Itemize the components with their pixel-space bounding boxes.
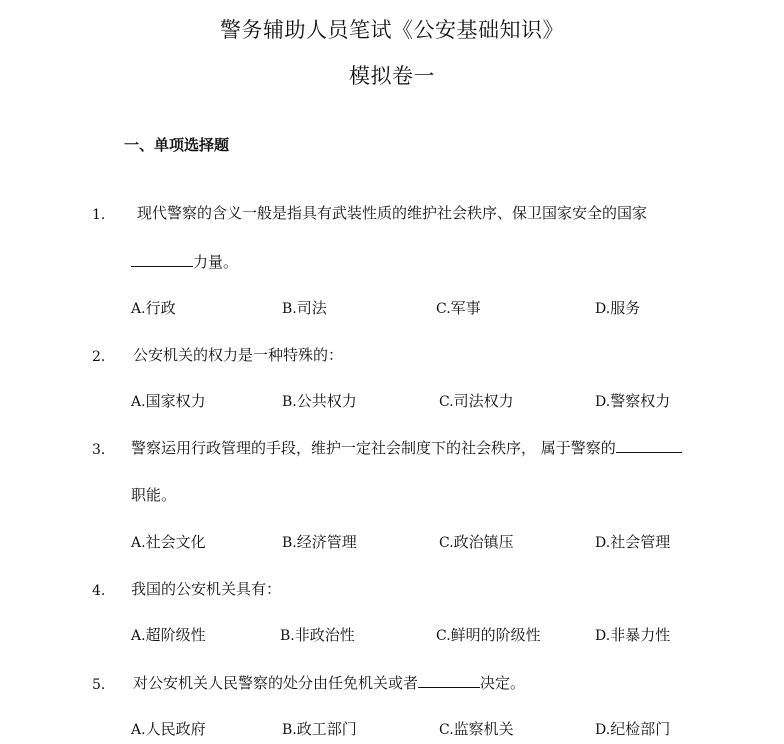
section-title: 一、单项选择题 xyxy=(124,136,230,154)
option-a: A.人民政府 xyxy=(131,720,206,738)
option-b: B.非政治性 xyxy=(280,626,355,644)
question-text-end: 力量。 xyxy=(193,253,239,271)
question-text: 警察运用行政管理的手段，维护一定社会制度下的社会秩序， 属于警察的 xyxy=(131,437,682,458)
option-c: C.鲜明的阶级性 xyxy=(436,626,541,644)
question-number: 2． xyxy=(92,349,115,365)
option-c: C.政治镇压 xyxy=(439,533,514,551)
question-text: 现代警察的含义一般是指具有武装性质的维护社会秩序、保卫国家安全的国家 xyxy=(137,204,648,222)
question-text: 公安机关的权力是一种特殊的： xyxy=(133,346,344,364)
question-text-continued xyxy=(131,251,238,272)
question-number: 1． xyxy=(92,207,115,223)
option-a: A.超阶级性 xyxy=(131,626,206,644)
document-title: 警务辅助人员笔试《公安基础知识》 xyxy=(220,18,564,42)
question-number: 3． xyxy=(92,442,115,458)
question-number: 5． xyxy=(92,677,115,693)
option-a: A.国家权力 xyxy=(131,392,206,410)
option-d: D.服务 xyxy=(595,299,641,317)
option-d: D.社会管理 xyxy=(595,533,671,551)
option-d: D.非暴力性 xyxy=(595,626,671,644)
option-b: B.政工部门 xyxy=(282,720,357,738)
answer-blank xyxy=(616,438,682,453)
option-a: A.行政 xyxy=(131,299,176,317)
option-d: D.警察权力 xyxy=(595,392,671,410)
option-a: A.社会文化 xyxy=(131,533,206,551)
option-d: D.纪检部门 xyxy=(595,720,671,738)
document-subtitle: 模拟卷一 xyxy=(349,64,435,88)
option-c: C.司法权力 xyxy=(439,392,514,410)
option-b: B.经济管理 xyxy=(282,533,357,551)
option-c: C.监察机关 xyxy=(439,720,514,738)
answer-blank xyxy=(418,673,480,688)
question-text-continued: 职能。 xyxy=(131,486,177,504)
option-b: B.司法 xyxy=(282,299,327,317)
question-text: 我国的公安机关具有： xyxy=(131,580,282,598)
answer-blank xyxy=(131,252,193,267)
option-c: C.军事 xyxy=(436,299,481,317)
question-number: 4． xyxy=(92,583,115,599)
question-text: 对公安机关人民警察的处分由任免机关或者 决定。 xyxy=(133,674,526,692)
option-b: B.公共权力 xyxy=(282,392,357,410)
